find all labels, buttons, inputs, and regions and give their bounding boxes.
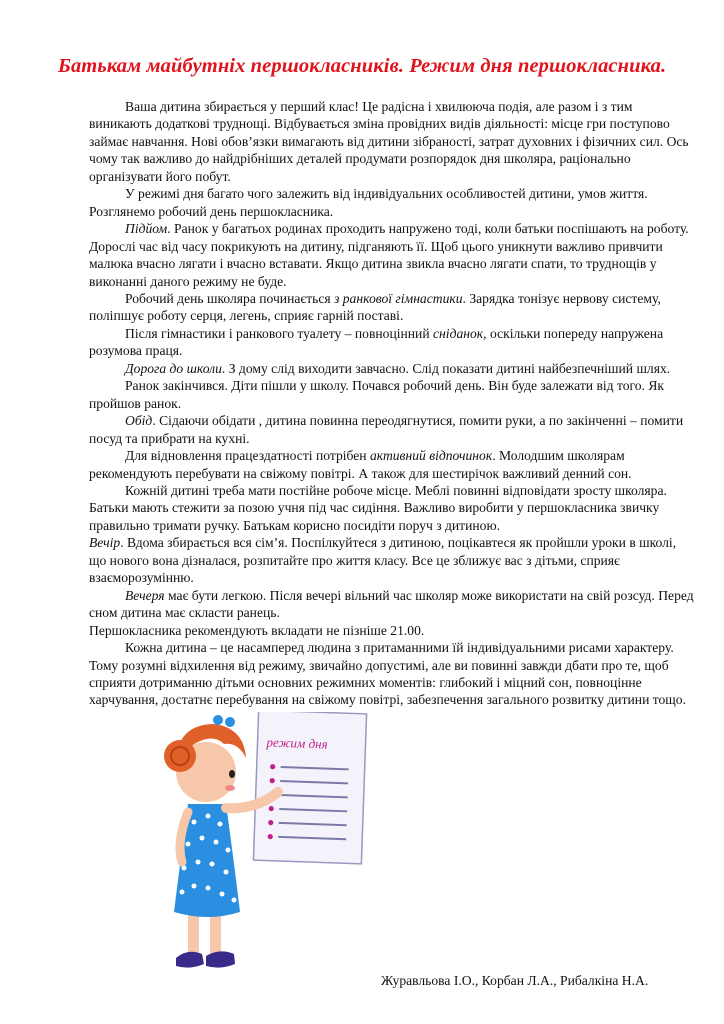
paragraph-text: . Ранок у багатьох родинах проходить напружено тоді, коли батьки поспішають на роботу. Дорослі час від часу покрикують на дитину, підганяють її. Щоб цього уникнути важливо привчити малюка вчасно лягати і вчасно вставати. Якщо дитина звикла вчасно лягати спати, то труднощів у виконанні даного режиму не буде.	[89, 221, 689, 289]
emphasis-text: Дорога до школи	[125, 360, 222, 376]
paragraph	[89, 377, 694, 412]
paragraph-text: . З дому слід виходити завчасно. Слід показати дитині найбезпечніший шлях.	[221, 360, 671, 376]
paragraph-text: . Молодшим школярам рекомендують перебувати на свіжому повітрі. А також для шестирічок важливий денний сон.	[89, 448, 632, 481]
paragraph	[89, 447, 694, 482]
paragraph-text: . Вдома збирається вся сім’я. Поспілкуйтеся з дитиною, поцікавтеся як пройшли уроки в школі, що нового вона дізналася, розпитайте про життя класу. Все це зближує вас з дітьми, сприяє взаєморозумінню.	[89, 535, 677, 586]
paragraph	[89, 325, 694, 360]
paragraph	[89, 185, 694, 220]
paragraph	[89, 220, 694, 290]
paragraph-text: Для відновлення працездатності потрібен	[125, 448, 370, 464]
paragraph-text: має бути легкою. Після вечері вільний час школяр може використати на свій розсуд. Перед сном дитина має скласти ранець.	[89, 587, 694, 621]
paragraph-text: Першокласника рекомендують вкладати не пізніше 21.00.	[89, 622, 425, 638]
emphasis-text: Обід	[125, 413, 153, 429]
paragraph-text: Ваша дитина збирається у перший клас! Це радісна і хвилююча подія, але разом і з тим виникають додаткові труднощі. Відбувається зміна провідних видів діяльності: місце гри поступово займає навчання. Нові обов’язки вимагають від дитини зібраності, затрат духовних і фізичних сил. Ось чому так важливо до найдрібніших деталей продумати розпорядок дня школяра, раціонально організувати його побут.	[89, 99, 689, 184]
emphasis-text: сніданок	[433, 325, 484, 341]
girl-with-schedule-illustration	[158, 712, 398, 982]
emphasis-text: Вечір	[89, 535, 121, 551]
paragraph	[89, 639, 694, 709]
authors-signature: Журавльова І.О., Корбан Л.А., Рибалкіна Н.А.	[381, 973, 649, 988]
paragraph	[89, 412, 694, 447]
article-body	[89, 98, 694, 709]
emphasis-text: Підйом	[125, 221, 168, 237]
poster-title: режим дня	[266, 734, 328, 752]
schedule-poster	[253, 712, 366, 864]
paragraph	[89, 534, 694, 586]
paragraph-text: Кожна дитина – це насамперед людина з притаманними їй індивідуальними рисами характеру. Тому розумні відхилення від режиму, звичайно допустимі, але ви повинні завжди дбати про те, щоб сприяти дотриманню дітьми основних режимних моментів: глибокий і міцний сон, повноцінне харчування, достатнє перебування на свіжому повітрі, забезпечення загального розвитку дитини тощо.	[89, 640, 686, 708]
paragraph-text: Робочий день школяра починається	[125, 290, 335, 306]
paragraph	[89, 482, 694, 534]
paragraph	[89, 587, 694, 622]
paragraph-text: Кожній дитині треба мати постійне робоче місце. Меблі повинні відповідати зросту школяра. Батьки мають стежити за позою учня під час сидіння. Важливо виробити у першокласника звичку правильно тримати ручку. Батькам корисно посидіти поруч з дитиною.	[89, 482, 667, 533]
emphasis-text: Вечеря	[125, 587, 165, 603]
paragraph	[89, 290, 694, 325]
paragraph	[89, 622, 694, 639]
emphasis-text: активний відпочинок	[369, 448, 493, 464]
paragraph-text: Ранок закінчився. Діти пішли у школу. Почався робочий день. Він буде залежати від того. Як пройшов ранок.	[89, 378, 665, 411]
paragraph	[89, 98, 694, 185]
page-title: Батькам майбутніх першокласників. Режим дня першокласника.	[57, 55, 667, 77]
paragraph-text: Після гімнастики і ранкового туалету – повноцінний	[125, 325, 434, 341]
paragraph	[89, 360, 694, 377]
paragraph-text: . Зарядка тонізує нервову систему, поліпшує роботу серця, легень, сприяє гарній поставі.	[89, 290, 661, 324]
emphasis-text: з ранкової гімнастики	[334, 290, 463, 306]
paragraph-text: У режимі дня багато чого залежить від індивідуальних особливостей дитини, умов життя. Розглянемо робочий день першокласника.	[89, 186, 648, 219]
paragraph-text: , оскільки попереду напружена розумова праця.	[89, 325, 664, 359]
paragraph-text: . Сідаючи обідати , дитина повинна переодягнутися, помити руки, а по закінченні – помити посуд та прибрати на кухні.	[89, 413, 684, 446]
